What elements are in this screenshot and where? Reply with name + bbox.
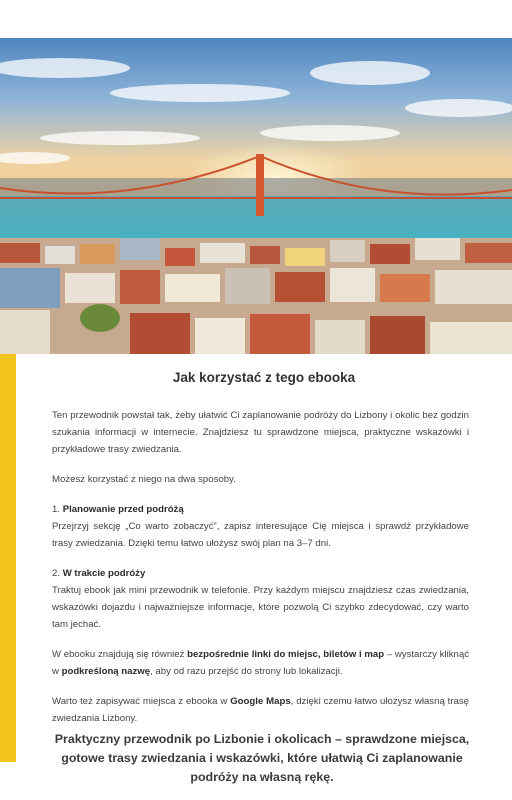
way2-title: W trakcie podróży — [62, 568, 146, 579]
way1-heading: 1. Planowanie przed podróżą — [52, 504, 184, 515]
hero-image — [0, 38, 512, 354]
lisbon-panorama — [0, 38, 512, 354]
maps-note: Warto też zapisywać miejsca z ebooka w Google Maps, dzięki czemu łatwo ułożysz własną trasę zwiedzania Lizbony. — [52, 696, 469, 724]
way2-text: Traktuj ebook jak mini przewodnik w telefonie. Przy każdym miejscu znajdziesz czas zwiedzania, wskazówki dojazdu i najważniejsze informacje, które pozwolą Ci szybko zdecydować, czy warto tam jechać. — [52, 585, 469, 630]
content-body — [52, 407, 469, 740]
underlined-name-bold: podkreśloną nazwę — [61, 666, 151, 677]
summary-text: Praktyczny przewodnik po Lizbonie i okolicach – sprawdzone miejsca, gotowe trasy zwiedzania i wskazówki, które ułatwią Ci zaplanowanie podróży na własną rękę. — [54, 732, 470, 784]
google-maps-bold: Google Maps — [230, 696, 291, 707]
page-title: Jak korzystać z tego ebooka — [172, 370, 356, 385]
ways-intro: Możesz korzystać z niego na dwa sposoby. — [52, 474, 236, 485]
links-bold: bezpośrednie linki do miejsc, biletów i map — [187, 649, 385, 660]
way1-title: Planowanie przed podróżą — [62, 504, 184, 515]
way2-heading: 2. W trakcie podróży — [52, 568, 146, 579]
links-note: W ebooku znajdują się również bezpośrednie linki do miejsc, biletów i map – wystarczy kliknąć w podkreśloną nazwę, aby od razu przejść do strony lub lokalizacji. — [52, 649, 470, 677]
accent-bar — [0, 354, 16, 762]
way1-text: Przejrzyj sekcję „Co warto zobaczyć”, zapisz interesujące Cię miejsca i sprawdź przykładowe trasy zwiedzania. Dzięki temu łatwo ułożysz swój plan na 3–7 dni. — [52, 521, 469, 549]
intro-paragraph: Ten przewodnik powstał tak, żeby ułatwić Ci zaplanowanie podróży do Lizbony i okolic bez godzin szukania informacji w internecie. Znajdziesz tu sprawdzone miejsca, praktyczne wskazówki i przykładowe trasy zwiedzania. — [52, 410, 469, 455]
